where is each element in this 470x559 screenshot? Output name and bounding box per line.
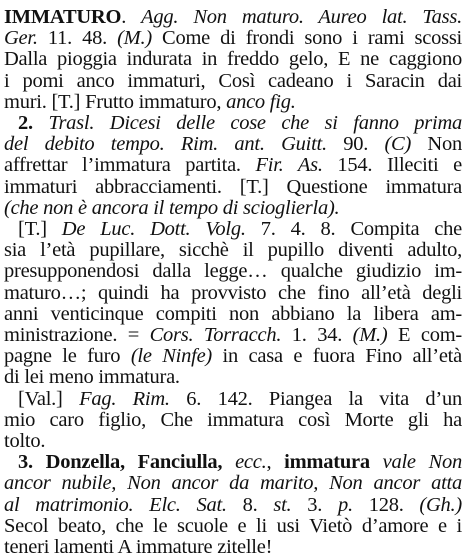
text-segment: immaturi abbracciamenti. [T.] Questione immatura xyxy=(4,175,462,198)
text-segment: di lei meno immatura. xyxy=(4,366,180,389)
italic-text: p. xyxy=(337,493,353,516)
italic-text: Fir. As. xyxy=(255,154,323,177)
italic-text: ecc. xyxy=(235,451,267,474)
italic-text: ancor nubile, Non ancor da marito, Non ancor atta xyxy=(4,472,462,495)
text-segment: 6. 142. Piangea la vita d’un xyxy=(169,387,463,410)
italic-text: (le Ninfe) xyxy=(130,345,212,368)
text-segment: . xyxy=(121,6,142,28)
italic-text: Cors. Torracch. xyxy=(149,324,282,346)
text-segment: mio caro figlio, Che immatura così Morte gli ha xyxy=(4,408,462,431)
text-segment: sia l’età pupillare, sicchè il pupillo diventi adulto, xyxy=(4,239,462,262)
text-segment: 11. 48. xyxy=(37,27,118,50)
text-segment: 7. 4. 8. Compita che xyxy=(245,218,463,240)
italic-text: De Luc. Dott. Volg. xyxy=(61,218,246,240)
italic-text: del debito tempo. Rim. ant. Guitt. xyxy=(4,133,327,156)
italic-text: Trasl. Dicesi delle cose che si fanno prima xyxy=(48,112,463,134)
text-segment: maturo…; quindi ha provvisto che fino all’età degli xyxy=(4,281,462,304)
text-segment: 128. xyxy=(352,493,420,516)
italic-text: st. xyxy=(273,493,292,516)
text-line xyxy=(4,535,462,559)
text-segment: 8. xyxy=(226,493,274,516)
text-segment: pagne le furo xyxy=(4,345,131,368)
italic-text: (che non è ancora il tempo di scioglierla). xyxy=(4,196,340,219)
italic-text: (Gh.) xyxy=(419,493,463,516)
text-segment: [Val.] xyxy=(18,387,80,410)
bold-text: immatura xyxy=(284,451,370,474)
text-segment: 1. 34. xyxy=(281,324,353,346)
bold-text: IMMATURO xyxy=(4,6,122,28)
text-segment: tolto. xyxy=(4,430,46,452)
text-segment: in casa e fuora Fino all’età xyxy=(212,345,462,368)
italic-text: (M.) xyxy=(117,27,152,50)
text-segment: teneri lamenti A immature zitelle! xyxy=(4,536,273,558)
text-segment: presupponendosi dalla legge… qualche giudizio im- xyxy=(4,260,462,283)
italic-text: Agg. Non maturo. Aureo lat. Tass. xyxy=(141,6,463,28)
text-segment: 154. Illeciti e xyxy=(322,154,462,177)
italic-text: (M.) xyxy=(352,324,388,346)
text-segment: Non xyxy=(411,133,462,156)
italic-text: anco fig. xyxy=(226,90,296,113)
text-segment: , xyxy=(266,451,285,474)
italic-text: (C) xyxy=(384,133,412,156)
italic-text: Ger. xyxy=(4,27,38,50)
text-segment: Dalla pioggia indurata in freddo gelo, E ne caggiono xyxy=(4,48,462,71)
bold-text: 3. Donzella, Fanciulla, xyxy=(18,451,236,474)
text-segment: i pomi anco immaturi, Così cadeano i Saracin dai xyxy=(4,69,462,92)
text-segment: 90. xyxy=(326,133,385,156)
text-segment: muri. [T.] Frutto immaturo, xyxy=(4,90,227,113)
text-segment: 3. xyxy=(291,493,338,516)
text-segment: Come di frondi sono i rami scossi xyxy=(151,27,462,50)
text-segment: [T.] xyxy=(18,218,62,240)
italic-text: al matrimonio. Elc. Sat. xyxy=(4,493,227,516)
text-segment: affrettar l’immatura partita. xyxy=(4,154,256,177)
bold-text: 2. xyxy=(18,112,49,134)
italic-text: Fag. Rim. xyxy=(79,387,170,410)
text-segment: anni venticinque compiti non abbiano la libera am- xyxy=(4,302,462,325)
text-segment: E com- xyxy=(387,324,462,346)
text-segment: ministrazione. = xyxy=(4,324,150,346)
text-segment: Secol beato, che le scuole e li usi Vietò d’amore e i xyxy=(4,514,462,537)
italic-text: vale Non xyxy=(369,451,462,474)
